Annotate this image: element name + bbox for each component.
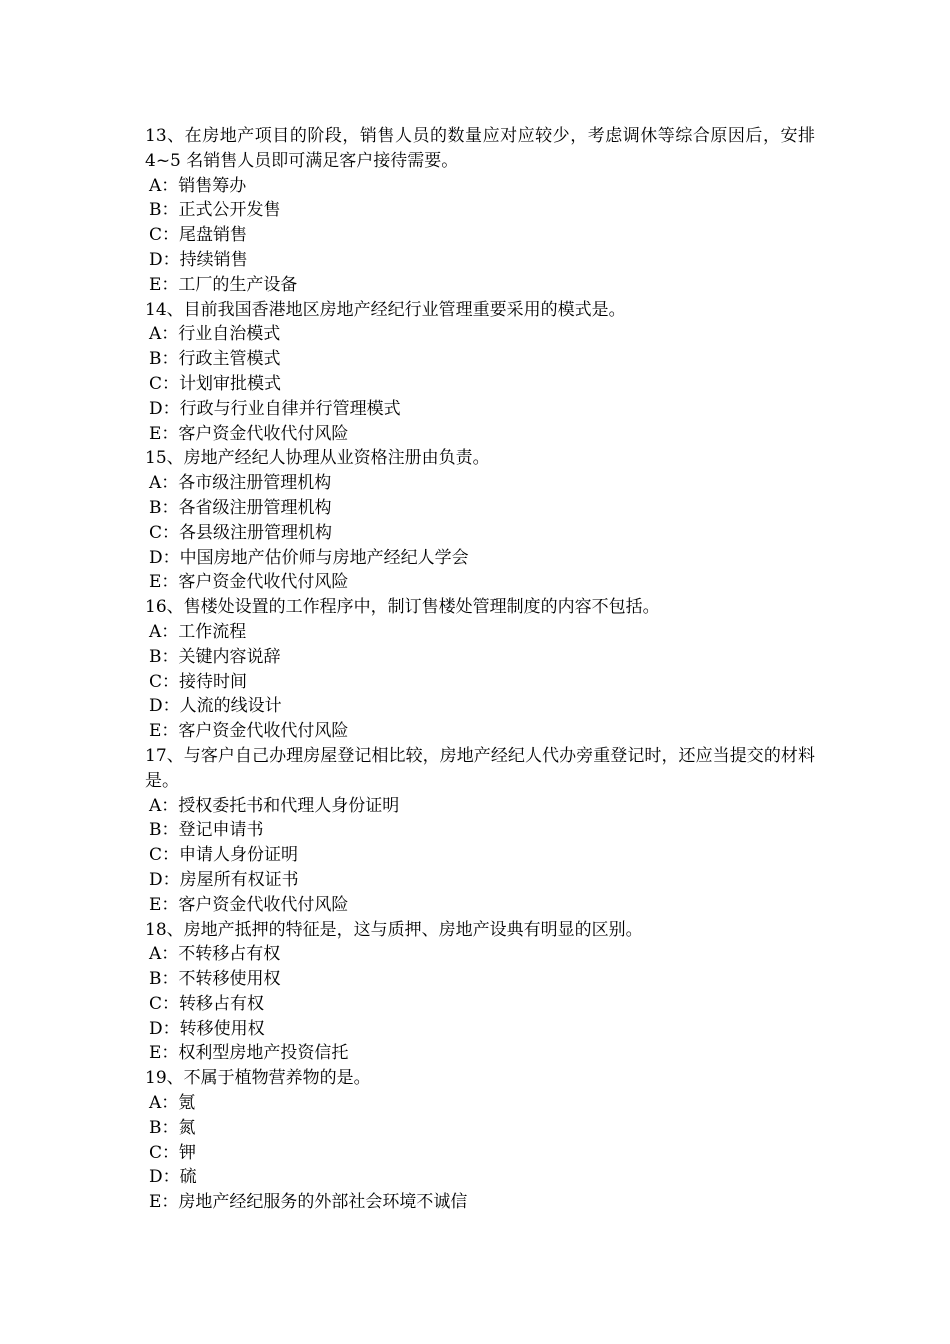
option-b: B：不转移使用权 [149, 969, 281, 990]
question-text: 19、不属于植物营养物的是。 [145, 1068, 371, 1089]
question-text: 13、在房地产项目的阶段，销售人员的数量应对应较少，考虑调休等综合原因后，安排 4~5 名销售人员即可满足客户接待需要。 [145, 126, 815, 171]
question-19 [145, 1066, 815, 1215]
option-b: B：正式公开发售 [149, 200, 281, 221]
option-c: C：计划审批模式 [149, 373, 282, 394]
option-b: B：行政主管模式 [149, 349, 281, 370]
option-e: E：客户资金代收代付风险 [149, 894, 349, 915]
option-c: C：各县级注册管理机构 [149, 522, 333, 543]
question-18 [145, 918, 815, 1067]
option-d: D：中国房地产估价师与房地产经纪人学会 [149, 547, 469, 568]
option-d: D：硫 [149, 1167, 197, 1188]
question-text: 16、售楼处设置的工作程序中，制订售楼处管理制度的内容不包括。 [145, 597, 660, 618]
option-a: A：工作流程 [149, 621, 247, 642]
question-17 [145, 744, 815, 918]
document-page [145, 124, 815, 1215]
option-a: A：各市级注册管理机构 [149, 473, 332, 494]
option-c: C：钾 [149, 1142, 197, 1163]
question-text: 15、房地产经纪人协理从业资格注册由负责。 [145, 448, 490, 469]
option-d: D：行政与行业自律并行管理模式 [149, 398, 401, 419]
option-b: B：登记申请书 [149, 820, 264, 841]
option-b: B：各省级注册管理机构 [149, 497, 332, 518]
option-c: C：接待时间 [149, 671, 248, 692]
option-d: D：持续销售 [149, 249, 248, 270]
option-a: A：不转移占有权 [149, 944, 281, 965]
option-e: E：客户资金代收代付风险 [149, 721, 349, 742]
option-d: D：转移使用权 [149, 1018, 265, 1039]
option-b: B：关键内容说辞 [149, 646, 281, 667]
option-a: A：氪 [149, 1093, 196, 1114]
question-14 [145, 298, 815, 447]
option-a: A：行业自治模式 [149, 324, 281, 345]
question-16 [145, 595, 815, 744]
option-a: A：销售筹办 [149, 175, 247, 196]
question-15 [145, 446, 815, 595]
option-d: D：人流的线设计 [149, 696, 282, 717]
option-d: D：房屋所有权证书 [149, 869, 299, 890]
option-c: C：申请人身份证明 [149, 845, 299, 866]
question-text: 18、房地产抵押的特征是，这与质押、房地产设典有明显的区别。 [145, 919, 643, 940]
option-a: A：授权委托书和代理人身份证明 [149, 795, 400, 816]
option-e: E：客户资金代收代付风险 [149, 572, 349, 593]
option-e: E：客户资金代收代付风险 [149, 423, 349, 444]
option-c: C：转移占有权 [149, 993, 265, 1014]
option-c: C：尾盘销售 [149, 225, 248, 246]
option-e: E：工厂的生产设备 [149, 274, 298, 295]
option-b: B：氮 [149, 1117, 196, 1138]
question-text: 14、目前我国香港地区房地产经纪行业管理重要采用的模式是。 [145, 299, 626, 320]
question-text: 17、与客户自己办理房屋登记相比较，房地产经纪人代办旁重登记时，还应当提交的材料是。 [145, 745, 815, 791]
option-e: E：权利型房地产投资信托 [149, 1043, 349, 1064]
option-e: E：房地产经纪服务的外部社会环境不诚信 [149, 1192, 468, 1213]
question-13 [145, 124, 815, 298]
